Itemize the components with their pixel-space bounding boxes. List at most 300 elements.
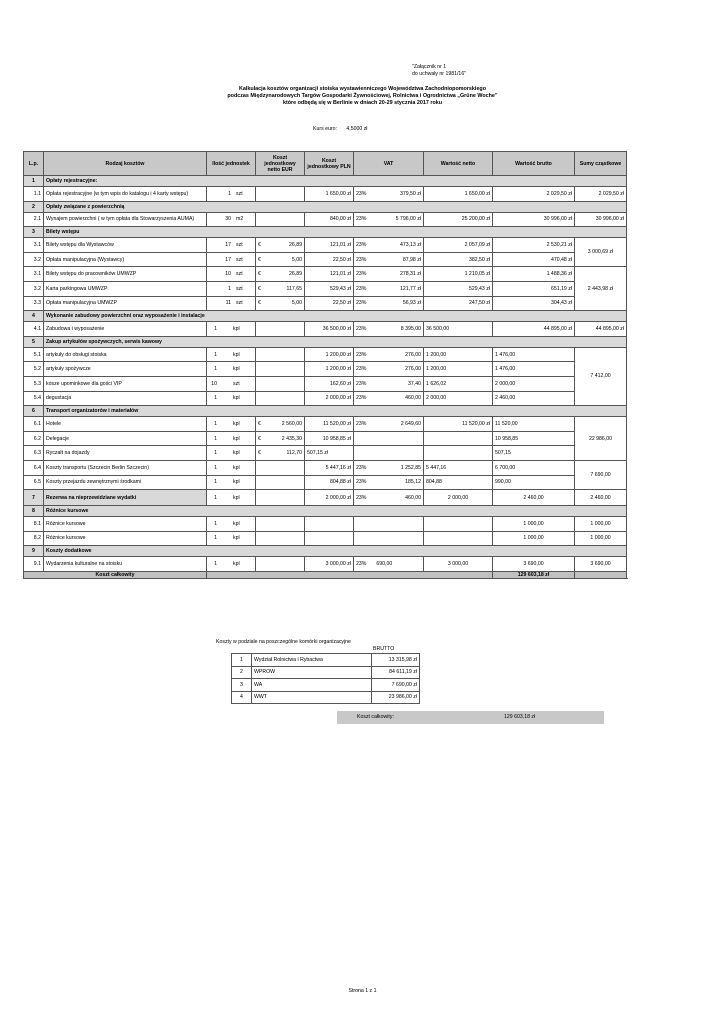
cell-partial: 2 460,00	[575, 490, 627, 506]
cell-lp: 8.1	[24, 517, 44, 532]
cell-eur	[256, 557, 305, 572]
quantity-number: 30	[225, 216, 231, 223]
cell-gross: 30 996,00 zł	[493, 212, 575, 227]
cell-name: Hotele	[44, 417, 207, 432]
cell-quantity	[207, 281, 256, 296]
euro-symbol: €	[258, 420, 261, 427]
grand-total-value: 129 603,18 zł	[493, 571, 575, 578]
quantity-number: 1	[214, 520, 217, 527]
cell-pln: 11 520,00 zł	[305, 417, 354, 432]
table-row	[24, 212, 627, 227]
summary-value: 23 986,00 zł	[372, 691, 420, 704]
cell-eur	[256, 267, 305, 282]
cell-eur	[256, 431, 305, 446]
section-number: 5	[24, 336, 44, 347]
cell-net: 1 200,00	[424, 347, 493, 362]
quantity-number: 1	[214, 479, 217, 486]
cell-gross: 2 460,00	[493, 490, 575, 506]
cell-quantity	[207, 376, 256, 391]
vat-rate: 23%	[356, 380, 367, 387]
grand-total-row	[24, 571, 627, 578]
cell-net: 11 520,00 zł	[424, 417, 493, 432]
quantity-number: 1	[214, 464, 217, 471]
cell-lp: 6.4	[24, 460, 44, 475]
cell-name: artykuły spożywcze	[44, 362, 207, 377]
summary-unit-name: WA	[252, 679, 372, 692]
vat-rate: 23%	[356, 325, 367, 332]
cell-lp: 5.4	[24, 391, 44, 406]
cell-pln	[305, 531, 354, 546]
vat-rate: 23%	[356, 464, 367, 471]
cell-vat	[354, 267, 424, 282]
table-row	[24, 296, 627, 311]
cell-eur	[256, 446, 305, 461]
header-vat: VAT	[354, 152, 424, 176]
cell-lp: 6.5	[24, 475, 44, 490]
cell-vat	[354, 347, 424, 362]
cell-partial: 1 000,00	[575, 517, 627, 532]
cell-net: 25 200,00 zł	[424, 212, 493, 227]
grand-total-spacer	[207, 571, 493, 578]
cell-quantity	[207, 531, 256, 546]
cell-gross: 11 520,00	[493, 417, 575, 432]
cell-pln: 1 200,00 zł	[305, 347, 354, 362]
section-row-4	[24, 311, 627, 322]
cell-quantity	[207, 362, 256, 377]
cell-eur	[256, 517, 305, 532]
cell-gross: 2 460,00	[493, 391, 575, 406]
summary-row	[232, 679, 420, 692]
vat-rate: 23%	[356, 561, 367, 568]
exchange-rate	[313, 126, 367, 132]
summary-unit-name: Wydział Rolnictwa i Rybactwa	[252, 654, 372, 667]
cell-net: 1 210,05 zł	[424, 267, 493, 282]
cell-quantity	[207, 475, 256, 490]
section-title: Różnice kursowe	[44, 506, 627, 517]
cell-net: 804,88	[424, 475, 493, 490]
cell-quantity	[207, 417, 256, 432]
cell-lp: 3.3	[24, 296, 44, 311]
summary-value: 84 611,19 zł	[372, 666, 420, 679]
vat-rate: 23%	[356, 300, 367, 307]
table-row	[24, 557, 627, 572]
eur-value: 26,89	[289, 271, 302, 278]
quantity-number: 1	[214, 395, 217, 402]
vat-amount: 460,00	[405, 395, 421, 402]
cell-lp: 3.2	[24, 281, 44, 296]
cell-pln: 804,88 zł	[305, 475, 354, 490]
quantity-number: 1	[214, 535, 217, 542]
cell-name: kosze upominkowe dla gości VIP	[44, 376, 207, 391]
section-number: 8	[24, 506, 44, 517]
summary-number: 3	[232, 679, 252, 692]
cell-pln: 2 000,00 zł	[305, 391, 354, 406]
cell-lp: 5.3	[24, 376, 44, 391]
cell-net: 5 447,16	[424, 460, 493, 475]
table-row	[24, 460, 627, 475]
quantity-number: 10	[211, 380, 217, 387]
section-row-2	[24, 201, 627, 212]
table-row	[24, 347, 627, 362]
summary-total-value: 129 603,18 zł	[504, 714, 536, 720]
summary-number: 2	[232, 666, 252, 679]
cell-lp: 3.1	[24, 238, 44, 253]
cell-pln: 529,43 zł	[305, 281, 354, 296]
grand-total-tail	[575, 571, 627, 578]
header-cost-type: Rodzaj kosztów	[44, 152, 207, 176]
cell-name: Koszty przejazdu zewnętrznymi środkami	[44, 475, 207, 490]
quantity-number: 1	[228, 285, 231, 292]
quantity-unit: kpl	[233, 479, 240, 486]
vat-amount: 2 649,60	[400, 420, 421, 427]
summary-row	[232, 654, 420, 667]
cell-vat	[354, 376, 424, 391]
eur-value: 112,70	[286, 450, 302, 457]
cell-gross: 470,48 zł	[493, 252, 575, 267]
cell-gross: 990,00	[493, 475, 575, 490]
vat-rate: 23%	[356, 351, 367, 358]
cell-net: 3 000,00	[424, 557, 493, 572]
table-row	[24, 238, 627, 253]
cell-quantity	[207, 296, 256, 311]
annex-line-1: "Załącznik nr 1	[412, 64, 447, 70]
vat-rate: 23%	[356, 271, 367, 278]
eur-value: 2 560,00	[281, 420, 302, 427]
quantity-number: 1	[214, 435, 217, 442]
section-title: Rezerwa na nieprzewidziane wydatki	[44, 490, 207, 506]
cell-name: artykuły do obsługi stoiska	[44, 347, 207, 362]
cell-eur	[256, 460, 305, 475]
cell-vat	[354, 391, 424, 406]
cell-vat	[354, 212, 424, 227]
quantity-unit: kpl	[233, 351, 240, 358]
euro-symbol: €	[258, 241, 261, 248]
header-partial-sums: Sumy cząstkowe	[575, 152, 627, 176]
summary-value: 7 690,00 zł	[372, 679, 420, 692]
cell-lp: 5.2	[24, 362, 44, 377]
vat-amount: 1 252,85	[400, 464, 421, 471]
quantity-unit: szt	[236, 241, 243, 248]
quantity-number: 10	[225, 271, 231, 278]
cell-eur	[256, 322, 305, 337]
section-number: 7	[24, 490, 44, 506]
euro-symbol: €	[258, 300, 261, 307]
cell-lp: 8.2	[24, 531, 44, 546]
table-row	[24, 281, 627, 296]
cell-name: Opłata rejestracyjne (w tym wpis do katalogu i 4 karty wstępu)	[44, 187, 207, 202]
quantity-unit: szt	[236, 256, 243, 263]
section-number: 9	[24, 546, 44, 557]
cell-eur	[256, 376, 305, 391]
quantity-unit: kpl	[233, 420, 240, 427]
cell-vat	[354, 557, 424, 572]
cell-vat	[354, 460, 424, 475]
title-line-3: które odbędą się w Berlinie w dniach 20-29 stycznia 2017 roku	[282, 99, 443, 106]
quantity-number: 1	[228, 190, 231, 197]
cell-name: Wydarzenia kulturalne na stoisku	[44, 557, 207, 572]
grand-total-label: Koszt całkowity	[24, 571, 207, 578]
table-row	[24, 322, 627, 337]
quantity-unit: kpl	[233, 520, 240, 527]
table-row	[24, 391, 627, 406]
section-number: 2	[24, 201, 44, 212]
cell-gross: 651,19 zł	[493, 281, 575, 296]
cell-gross: 6 700,00	[493, 460, 575, 475]
cell-net: 382,50 zł	[424, 252, 493, 267]
cell-quantity	[207, 460, 256, 475]
quantity-unit: kpl	[233, 395, 240, 402]
quantity-number: 1	[214, 325, 217, 332]
eur-value: 26,89	[289, 241, 302, 248]
cell-eur	[256, 531, 305, 546]
quantity-number: 1	[214, 351, 217, 358]
cell-quantity	[207, 322, 256, 337]
cell-pln: 10 958,85 zł	[305, 431, 354, 446]
cell-pln: 22,50 zł	[305, 252, 354, 267]
section-row-9	[24, 546, 627, 557]
cell-quantity	[207, 490, 256, 506]
eur-value: 5,00	[291, 300, 302, 307]
cell-quantity	[207, 238, 256, 253]
summary-caption: Koszty w podziale na poszczególne komórki organizacyjne	[216, 639, 351, 645]
section-title: Opłaty rejestracyjne:	[44, 176, 627, 187]
header-quantity: Ilość jednostek	[207, 152, 256, 176]
cell-eur	[256, 490, 305, 506]
quantity-number: 1	[214, 561, 217, 568]
cell-eur	[256, 347, 305, 362]
cell-lp: 3.2	[24, 252, 44, 267]
header-unit-eur: Koszt jednostkowy netto EUR	[256, 152, 305, 176]
cell-quantity	[207, 267, 256, 282]
quantity-number: 11	[225, 300, 231, 307]
section-number: 3	[24, 227, 44, 238]
cost-table	[23, 151, 627, 579]
cell-partial: 3 000,69 zł	[575, 238, 627, 267]
cell-pln: 22,50 zł	[305, 296, 354, 311]
cell-partial: 1 000,00	[575, 531, 627, 546]
cell-quantity	[207, 431, 256, 446]
table-row	[24, 362, 627, 377]
cell-vat	[354, 187, 424, 202]
cell-gross: 1 476,00	[493, 362, 575, 377]
table-row	[24, 252, 627, 267]
table-row	[24, 517, 627, 532]
summary-total-label: Koszt całkowity:	[357, 714, 394, 720]
vat-amount: 56,93 zł	[402, 300, 421, 307]
cell-pln: 36 500,00 zł	[305, 322, 354, 337]
cell-net	[424, 517, 493, 532]
summary-brutto-label: BRUTTO	[373, 646, 395, 652]
summary-number: 4	[232, 691, 252, 704]
summary-row	[232, 666, 420, 679]
header-net: Wartość netto	[424, 152, 493, 176]
cell-gross: 1 000,00	[493, 517, 575, 532]
cell-name: Karta parkingowa UMWZP	[44, 281, 207, 296]
cell-partial: 2 029,50 zł	[575, 187, 627, 202]
cell-lp: 2.1	[24, 212, 44, 227]
table-row	[24, 187, 627, 202]
cell-eur	[256, 296, 305, 311]
cell-quantity	[207, 212, 256, 227]
quantity-unit: szt	[236, 300, 243, 307]
cell-net	[424, 446, 493, 461]
cell-lp: 3.1	[24, 267, 44, 282]
vat-amount: 473,13 zł	[399, 241, 421, 248]
cell-pln: 1 650,00 zł	[305, 187, 354, 202]
cell-lp: 4.1	[24, 322, 44, 337]
cell-gross: 2 000,00	[493, 376, 575, 391]
eur-value: 2 435,30	[281, 435, 302, 442]
quantity-unit: szt	[236, 285, 243, 292]
annex-note	[412, 64, 466, 79]
cell-gross: 507,15	[493, 446, 575, 461]
quantity-unit: szt	[236, 271, 243, 278]
quantity-unit: kpl	[233, 435, 240, 442]
cell-vat	[354, 281, 424, 296]
cell-name: Koszty transportu (Szczecin Berlin Szczecin)	[44, 460, 207, 475]
euro-symbol: €	[258, 256, 261, 263]
cell-vat	[354, 475, 424, 490]
cell-lp: 9.1	[24, 557, 44, 572]
cell-eur	[256, 362, 305, 377]
cell-partial: 7 690,00	[575, 460, 627, 489]
quantity-unit: kpl	[233, 494, 240, 501]
cell-lp: 6.3	[24, 446, 44, 461]
cell-vat	[354, 431, 424, 446]
table-row	[24, 417, 627, 432]
cell-partial: 44 895,00 zł	[575, 322, 627, 337]
cell-name: Zabudowa i wyposażenie	[44, 322, 207, 337]
quantity-unit: kpl	[233, 366, 240, 373]
vat-rate: 23%	[356, 256, 367, 263]
vat-amount: 460,00	[405, 494, 421, 501]
document-title	[0, 86, 725, 106]
cell-partial: 30 996,00 zł	[575, 212, 627, 227]
euro-symbol: €	[258, 285, 261, 292]
section-number: 1	[24, 176, 44, 187]
cell-lp: 6.2	[24, 431, 44, 446]
cell-partial: 2 443,98 zł	[575, 267, 627, 311]
quantity-unit: szt	[236, 190, 243, 197]
cell-pln: 5 447,16 zł	[305, 460, 354, 475]
vat-rate: 23%	[356, 420, 367, 427]
quantity-number: 17	[225, 256, 231, 263]
cell-pln: 3 000,00 zł	[305, 557, 354, 572]
vat-amount: 5 796,00 zł	[395, 216, 421, 223]
cell-vat	[354, 296, 424, 311]
table-row	[24, 267, 627, 282]
cell-net: 2 000,00	[424, 391, 493, 406]
quantity-unit: kpl	[233, 535, 240, 542]
cell-net: 529,43 zł	[424, 281, 493, 296]
quantity-number: 1	[214, 366, 217, 373]
cell-gross: 1 488,36 zł	[493, 267, 575, 282]
vat-amount: 121,77 zł	[399, 285, 421, 292]
cell-lp: 1.1	[24, 187, 44, 202]
cell-quantity	[207, 446, 256, 461]
cell-name: Opłata manipulacyjna (Wystawcy)	[44, 252, 207, 267]
vat-amount: 37,40	[408, 380, 421, 387]
annex-line-2: do uchwały nr 1981/16"	[412, 71, 467, 78]
cell-net: 36 500,00	[424, 322, 493, 337]
header-unit-pln: Koszt jednostkowy PLN	[305, 152, 354, 176]
table-header-row	[24, 152, 627, 176]
cell-gross: 1 476,00	[493, 347, 575, 362]
cell-net: 2 000,00	[424, 490, 493, 506]
exchange-rate-value: 4,5000 zł	[346, 126, 368, 132]
cell-eur	[256, 252, 305, 267]
euro-symbol: €	[258, 435, 261, 442]
section-title: Opłaty związane z powierzchnią	[44, 201, 627, 212]
table-row	[24, 376, 627, 391]
vat-rate: 23%	[356, 366, 367, 373]
table-row	[24, 531, 627, 546]
cell-eur	[256, 187, 305, 202]
cell-gross: 44 895,00 zł	[493, 322, 575, 337]
cell-vat	[354, 322, 424, 337]
cell-name: Delegacje	[44, 431, 207, 446]
section-row-6	[24, 406, 627, 417]
cell-partial: 22 986,00	[575, 417, 627, 461]
cell-gross: 10 958,85	[493, 431, 575, 446]
cell-vat	[354, 417, 424, 432]
quantity-unit: kpl	[233, 464, 240, 471]
cell-vat	[354, 490, 424, 506]
quantity-unit: szt	[233, 380, 240, 387]
exchange-rate-label: Kurs euro:	[313, 126, 337, 132]
cell-name: degustacja	[44, 391, 207, 406]
eur-value: 5,00	[291, 256, 302, 263]
cell-name: Wynajem powierzchni ( w tym opłata dla Stowarzyszenia AUMA)	[44, 212, 207, 227]
cell-gross: 304,43 zł	[493, 296, 575, 311]
cell-pln: 507,15 zł	[305, 446, 354, 461]
section-title: Bilety wstępu	[44, 227, 627, 238]
cell-gross: 2 029,50 zł	[493, 187, 575, 202]
section-title: Wykonanie zabudowy powierzchni oraz wyposażenie i instalacje	[44, 311, 627, 322]
cell-eur	[256, 212, 305, 227]
cell-name: Bilety wstępu do pracowników UMWZP	[44, 267, 207, 282]
cell-net: 1 200,00	[424, 362, 493, 377]
title-line-2: podczas Międzynarodowych Targów Gospodarki Żywnościowej, Rolnictwa i Ogrodnictwa „Grüne Woche”	[227, 92, 498, 99]
cell-pln: 1 200,00 zł	[305, 362, 354, 377]
cell-partial: 3 690,00	[575, 557, 627, 572]
section-row-3	[24, 227, 627, 238]
section-row-1	[24, 176, 627, 187]
vat-amount: 379,50 zł	[399, 190, 421, 197]
vat-rate: 23%	[356, 285, 367, 292]
page-footer: Strona 1 z 1	[348, 988, 377, 994]
cell-vat	[354, 238, 424, 253]
cell-net: 247,50 zł	[424, 296, 493, 311]
cell-net	[424, 431, 493, 446]
cell-vat	[354, 531, 424, 546]
cell-name: Różnice kursowe	[44, 517, 207, 532]
quantity-unit: m2	[236, 216, 244, 223]
summary-unit-name: WWT	[252, 691, 372, 704]
section-title: Transport organizatorów i materiałów	[44, 406, 627, 417]
cell-name: Różnice kursowe	[44, 531, 207, 546]
summary-table	[231, 653, 420, 704]
title-line-1: Kalkulacja kosztów organizacji stoiska wystawienniczego Województwa Zachodniopomorskiego	[238, 86, 487, 92]
quantity-number: 17	[225, 241, 231, 248]
summary-row	[232, 691, 420, 704]
summary-number: 1	[232, 654, 252, 667]
cell-eur	[256, 475, 305, 490]
vat-amount: 278,31 zł	[399, 271, 421, 278]
header-lp: L.p.	[24, 152, 44, 176]
vat-rate: 23%	[356, 479, 367, 486]
cell-pln: 121,01 zł	[305, 267, 354, 282]
